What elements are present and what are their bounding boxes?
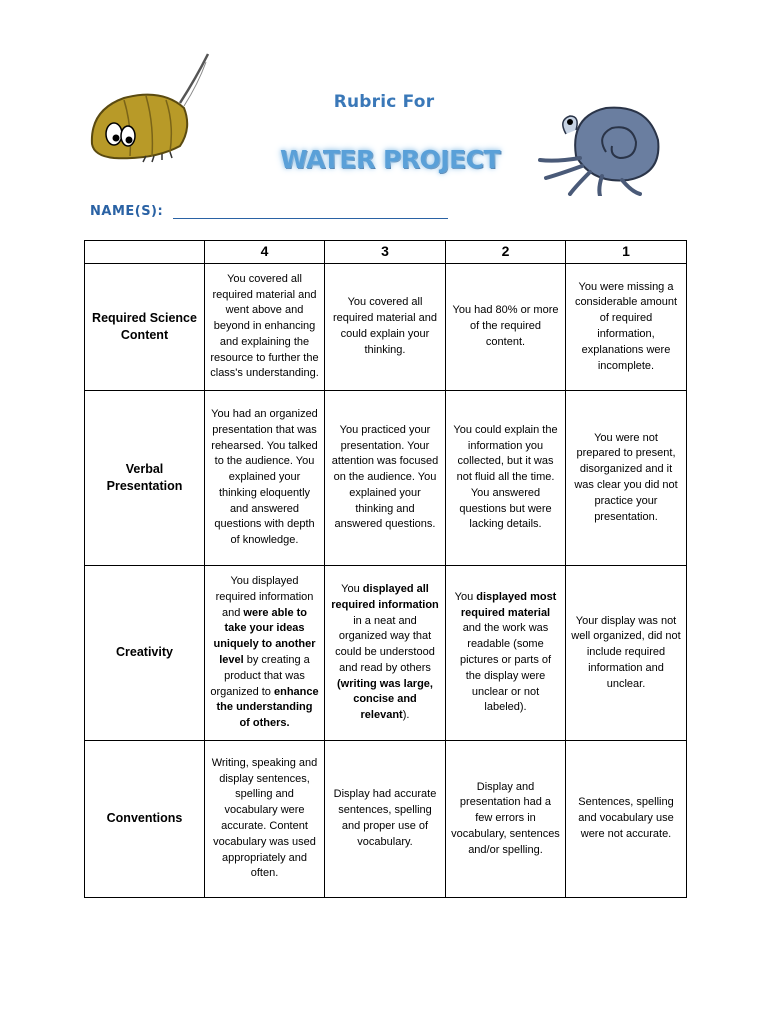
row-label-science-content: Required Science Content bbox=[85, 264, 205, 391]
row-label-verbal-presentation: Verbal Presentation bbox=[85, 391, 205, 566]
rubric-cell: You displayed all required information in a neat and organized way that could be understood and read by others (writing was large, concise and relevant). bbox=[325, 566, 446, 741]
rubric-cell: Display and presentation had a few errors in vocabulary, sentences and/or spelling. bbox=[446, 741, 566, 898]
rubric-cell: You were missing a considerable amount of required information, explanations were incomplete. bbox=[566, 264, 687, 391]
table-row bbox=[85, 264, 687, 391]
rubric-cell: You displayed most required material and the work was readable (some pictures or parts of the display were unclear or not labeled). bbox=[446, 566, 566, 741]
header-cell-score-2: 2 bbox=[446, 241, 566, 264]
rubric-cell: You were not prepared to present, disorganized and it was clear you did not practice your presentation. bbox=[566, 391, 687, 566]
row-label-conventions: Conventions bbox=[85, 741, 205, 898]
table-header-row bbox=[85, 241, 687, 264]
rubric-cell: You had an organized presentation that was rehearsed. You talked to the audience. You explained your thinking eloquently and answered questions with depth of knowledge. bbox=[205, 391, 325, 566]
header-cell-score-4: 4 bbox=[205, 241, 325, 264]
rubric-cell: You could explain the information you collected, but it was not fluid all the time. You answered questions but were lacking details. bbox=[446, 391, 566, 566]
rubric-cell: Writing, speaking and display sentences, spelling and vocabulary were accurate. Content vocabulary was used appropriately and often. bbox=[205, 741, 325, 898]
row-label-creativity: Creativity bbox=[85, 566, 205, 741]
rubric-cell: Display had accurate sentences, spelling and proper use of vocabulary. bbox=[325, 741, 446, 898]
project-title: WATER PROJECT bbox=[280, 145, 501, 174]
table-row bbox=[85, 741, 687, 898]
header-cell-score-1: 1 bbox=[566, 241, 687, 264]
table-row bbox=[85, 391, 687, 566]
rubric-cell: You covered all required material and went above and beyond in enhancing and explaining the resource to further the class's understanding. bbox=[205, 264, 325, 391]
rubric-cell: You had 80% or more of the required content. bbox=[446, 264, 566, 391]
rubric-cell: You practiced your presentation. Your attention was focused on the audience. You explained your thinking and answered questions. bbox=[325, 391, 446, 566]
table-row bbox=[85, 566, 687, 741]
header-cell-blank bbox=[85, 241, 205, 264]
rubric-cell: Your display was not well organized, did not include required information and unclear. bbox=[566, 566, 687, 741]
rubric-title: Rubric For bbox=[333, 92, 435, 112]
rubric-cell: You covered all required material and could explain your thinking. bbox=[325, 264, 446, 391]
names-field bbox=[90, 204, 448, 219]
rubric-table bbox=[84, 240, 687, 898]
header-cell-score-3: 3 bbox=[325, 241, 446, 264]
names-blank-line bbox=[173, 204, 448, 219]
rubric-cell: You displayed required information and were able to take your ideas uniquely to another level by creating a product that was organized to enhance the understanding of others. bbox=[205, 566, 325, 741]
rubric-cell: Sentences, spelling and vocabulary use were not accurate. bbox=[566, 741, 687, 898]
names-label: NAME(S): bbox=[90, 204, 164, 219]
